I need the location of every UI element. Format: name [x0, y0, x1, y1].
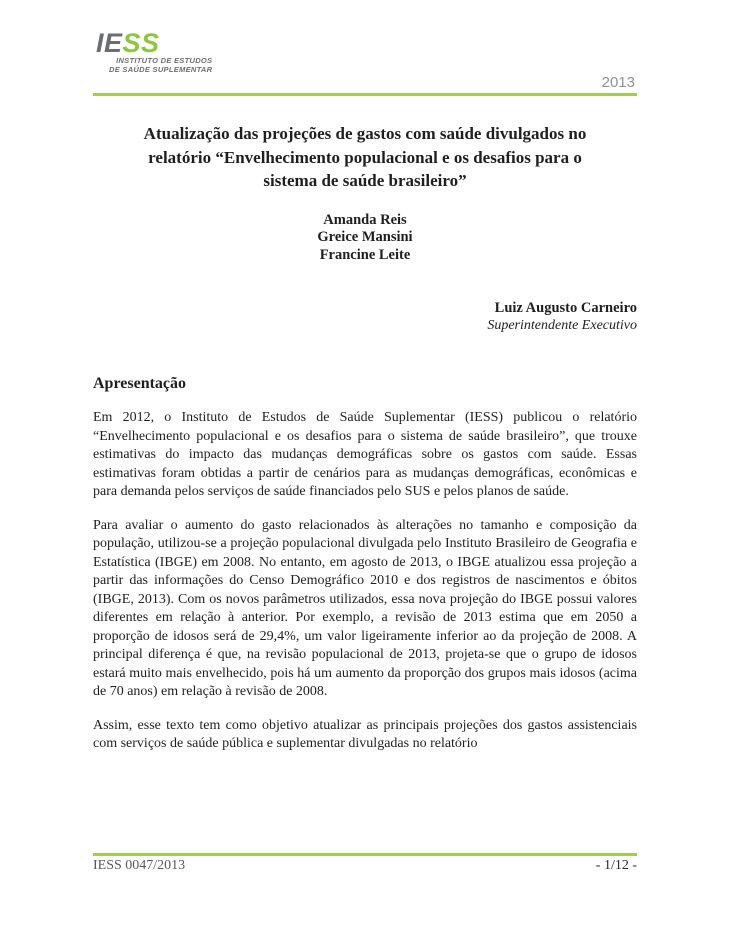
page-footer: [93, 853, 637, 874]
document-title: [93, 122, 637, 193]
iess-logo-subtitle: [109, 56, 212, 74]
iess-logo-subtitle-line1: INSTITUTO DE ESTUDOS: [116, 56, 213, 65]
document-title-line3: sistema de saúde brasileiro”: [263, 171, 467, 190]
paragraph-3: Assim, esse texto tem como objetivo atualizar as principais projeções dos gastos assistenciais com serviços de saúde pública e suplementar divulgadas no relatório: [93, 717, 637, 751]
signature-name: Luiz Augusto Carneiro: [494, 300, 637, 316]
header-year: 2013: [601, 74, 635, 91]
author-name: Greice Mansini: [317, 229, 413, 245]
footer-document-code: IESS 0047/2013: [93, 858, 186, 873]
document-title-line2: relatório “Envelhecimento populacional e os desafios para o: [148, 147, 582, 167]
author-name: Amanda Reis: [323, 211, 407, 228]
iess-wordmark-green: SS: [122, 28, 160, 58]
document-body: [93, 96, 637, 754]
author-name: Francine Leite: [319, 246, 411, 263]
footer-page-number: - 1/12 -: [595, 858, 637, 873]
document-title-line1: Atualização das projeções de gastos com saúde divulgados no: [143, 124, 587, 143]
section-heading: Apresentação: [93, 375, 187, 392]
signature-role: Superintendente Executivo: [487, 318, 637, 333]
page-header: [93, 0, 637, 96]
paragraph-2: Para avaliar o aumento do gasto relacionados às alterações no tamanho e composição da população, utilizou-se a projeção populacional divulgada pelo Instituto Brasileiro de Geografia e Estatística (IBGE) em 2008. No entanto, em agosto de 2013, o IBGE atualizou essa projeção a partir das informações do Censo Demográfico 2010 e dos registros de nascimentos e óbitos (IBGE, 2013). Com os novos parâmetros utilizados, essa nova projeção do IBGE possui valores diferentes em relação à anterior. Por exemplo, a revisão de 2013 estima que em 2050 a proporção de idosos será de 29,4%, um valor ligeiramente inferior ao da projeção de 2008. A principal diferença é que, na revisão populacional de 2013, projeta-se que o grupo de idosos estará muito mais envelhecido, pois há um aumento da proporção dos grupos mais idosos (acima de 70 anos) em relação à revisão de 2008.: [93, 517, 637, 699]
paragraph-1: Em 2012, o Instituto de Estudos de Saúde Suplementar (IESS) publicou o relatório “Envelhecimento populacional e os desafios para o sistema de saúde brasileiro”, que trouxe estimativas do impacto das mudanças demográficas sobre os gastos com saúde. Essas estimativas foram obtidas a partir de cenários para as mudanças demográficas, econômicas e para demanda pelos serviços de saúde financiados pelo SUS e pelos planos de saúde.: [93, 410, 637, 499]
iess-wordmark: [96, 28, 212, 58]
signature-block: [93, 300, 637, 334]
iess-wordmark-gray: IE: [96, 28, 123, 58]
iess-logo-subtitle-line2: DE SAÚDE SUPLEMENTAR: [109, 65, 213, 74]
author-list: [93, 212, 637, 265]
iess-logo: [96, 28, 213, 77]
